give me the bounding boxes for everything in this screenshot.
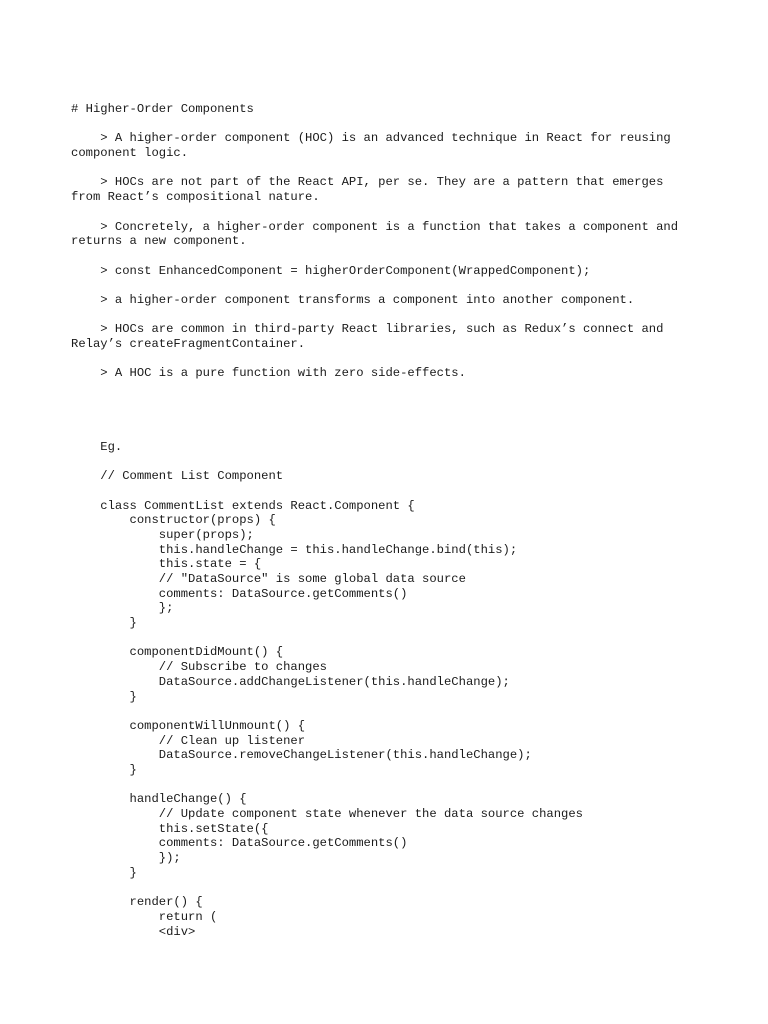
code-line: }; — [71, 601, 174, 616]
quote-line: Relay’s createFragmentContainer. — [71, 337, 306, 351]
code-line: return ( — [71, 909, 218, 924]
spacer — [71, 484, 711, 499]
code-line — [71, 631, 711, 646]
code-line: } — [71, 689, 137, 704]
spacer — [71, 308, 711, 323]
code-line: // Update component state whenever the data source changes — [71, 807, 583, 822]
quote-line: component logic. — [71, 146, 189, 161]
spacer — [71, 352, 711, 367]
code-line: this.handleChange = this.handleChange.bind(this); — [71, 542, 518, 557]
spacer — [71, 205, 711, 220]
code-line — [71, 704, 711, 719]
code-line: <div> — [71, 924, 196, 939]
spacer — [71, 117, 711, 132]
quote-block — [71, 175, 711, 204]
code-line: this.setState({ — [71, 821, 269, 836]
code-line: componentDidMount() { — [71, 645, 284, 660]
quote-line: > A HOC is a pure function with zero side-effects. — [71, 366, 466, 381]
spacer — [71, 161, 711, 176]
code-line: DataSource.addChangeListener(this.handleChange); — [71, 674, 510, 689]
code-line: this.state = { — [71, 557, 262, 572]
code-line — [71, 880, 711, 895]
code-line: // "DataSource" is some global data source — [71, 572, 466, 587]
document-body — [71, 102, 711, 939]
quote-line: > A higher-order component (HOC) is an advanced technique in React for reusing — [71, 131, 671, 146]
quote-line: returns a new component. — [71, 234, 247, 249]
code-line: render() { — [71, 895, 203, 910]
code-line: constructor(props) { — [71, 513, 276, 528]
quote-line: > HOCs are not part of the React API, per se. They are a pattern that emerges — [71, 175, 664, 190]
quote-block — [71, 131, 711, 160]
code-line: } — [71, 762, 137, 777]
code-block — [71, 499, 711, 940]
code-line: }); — [71, 851, 181, 866]
quote-block — [71, 293, 711, 308]
code-line — [71, 778, 711, 793]
code-line: comments: DataSource.getComments() — [71, 586, 408, 601]
code-line: super(props); — [71, 527, 254, 542]
code-line: handleChange() { — [71, 792, 247, 807]
code-line: DataSource.removeChangeListener(this.handleChange); — [71, 748, 532, 763]
spacer — [71, 249, 711, 264]
code-line: componentWillUnmount() { — [71, 718, 306, 733]
example-label: Eg. — [71, 439, 123, 454]
code-line: // Clean up listener — [71, 733, 306, 748]
document-heading: # Higher-Order Components — [71, 102, 254, 116]
quote-line: > Concretely, a higher-order component is a function that takes a component and — [71, 219, 679, 234]
code-line: } — [71, 865, 137, 880]
spacer — [71, 278, 711, 293]
quote-block — [71, 366, 711, 381]
quote-block — [71, 264, 711, 279]
quote-line: > const EnhancedComponent = higherOrderComponent(WrappedComponent); — [71, 263, 591, 278]
quote-line: > HOCs are common in third-party React libraries, such as Redux’s connect and — [71, 322, 664, 337]
quote-line: > a higher-order component transforms a component into another component. — [71, 292, 635, 307]
code-comment-title: // Comment List Component — [71, 469, 284, 484]
code-line: } — [71, 616, 137, 631]
quote-line: from React’s compositional nature. — [71, 190, 320, 205]
spacer — [71, 455, 711, 470]
spacer — [71, 381, 711, 440]
quote-block — [71, 322, 711, 351]
quote-block — [71, 220, 711, 249]
code-line: comments: DataSource.getComments() — [71, 836, 408, 851]
code-line: class CommentList extends React.Component { — [71, 498, 415, 513]
code-line: // Subscribe to changes — [71, 660, 327, 675]
